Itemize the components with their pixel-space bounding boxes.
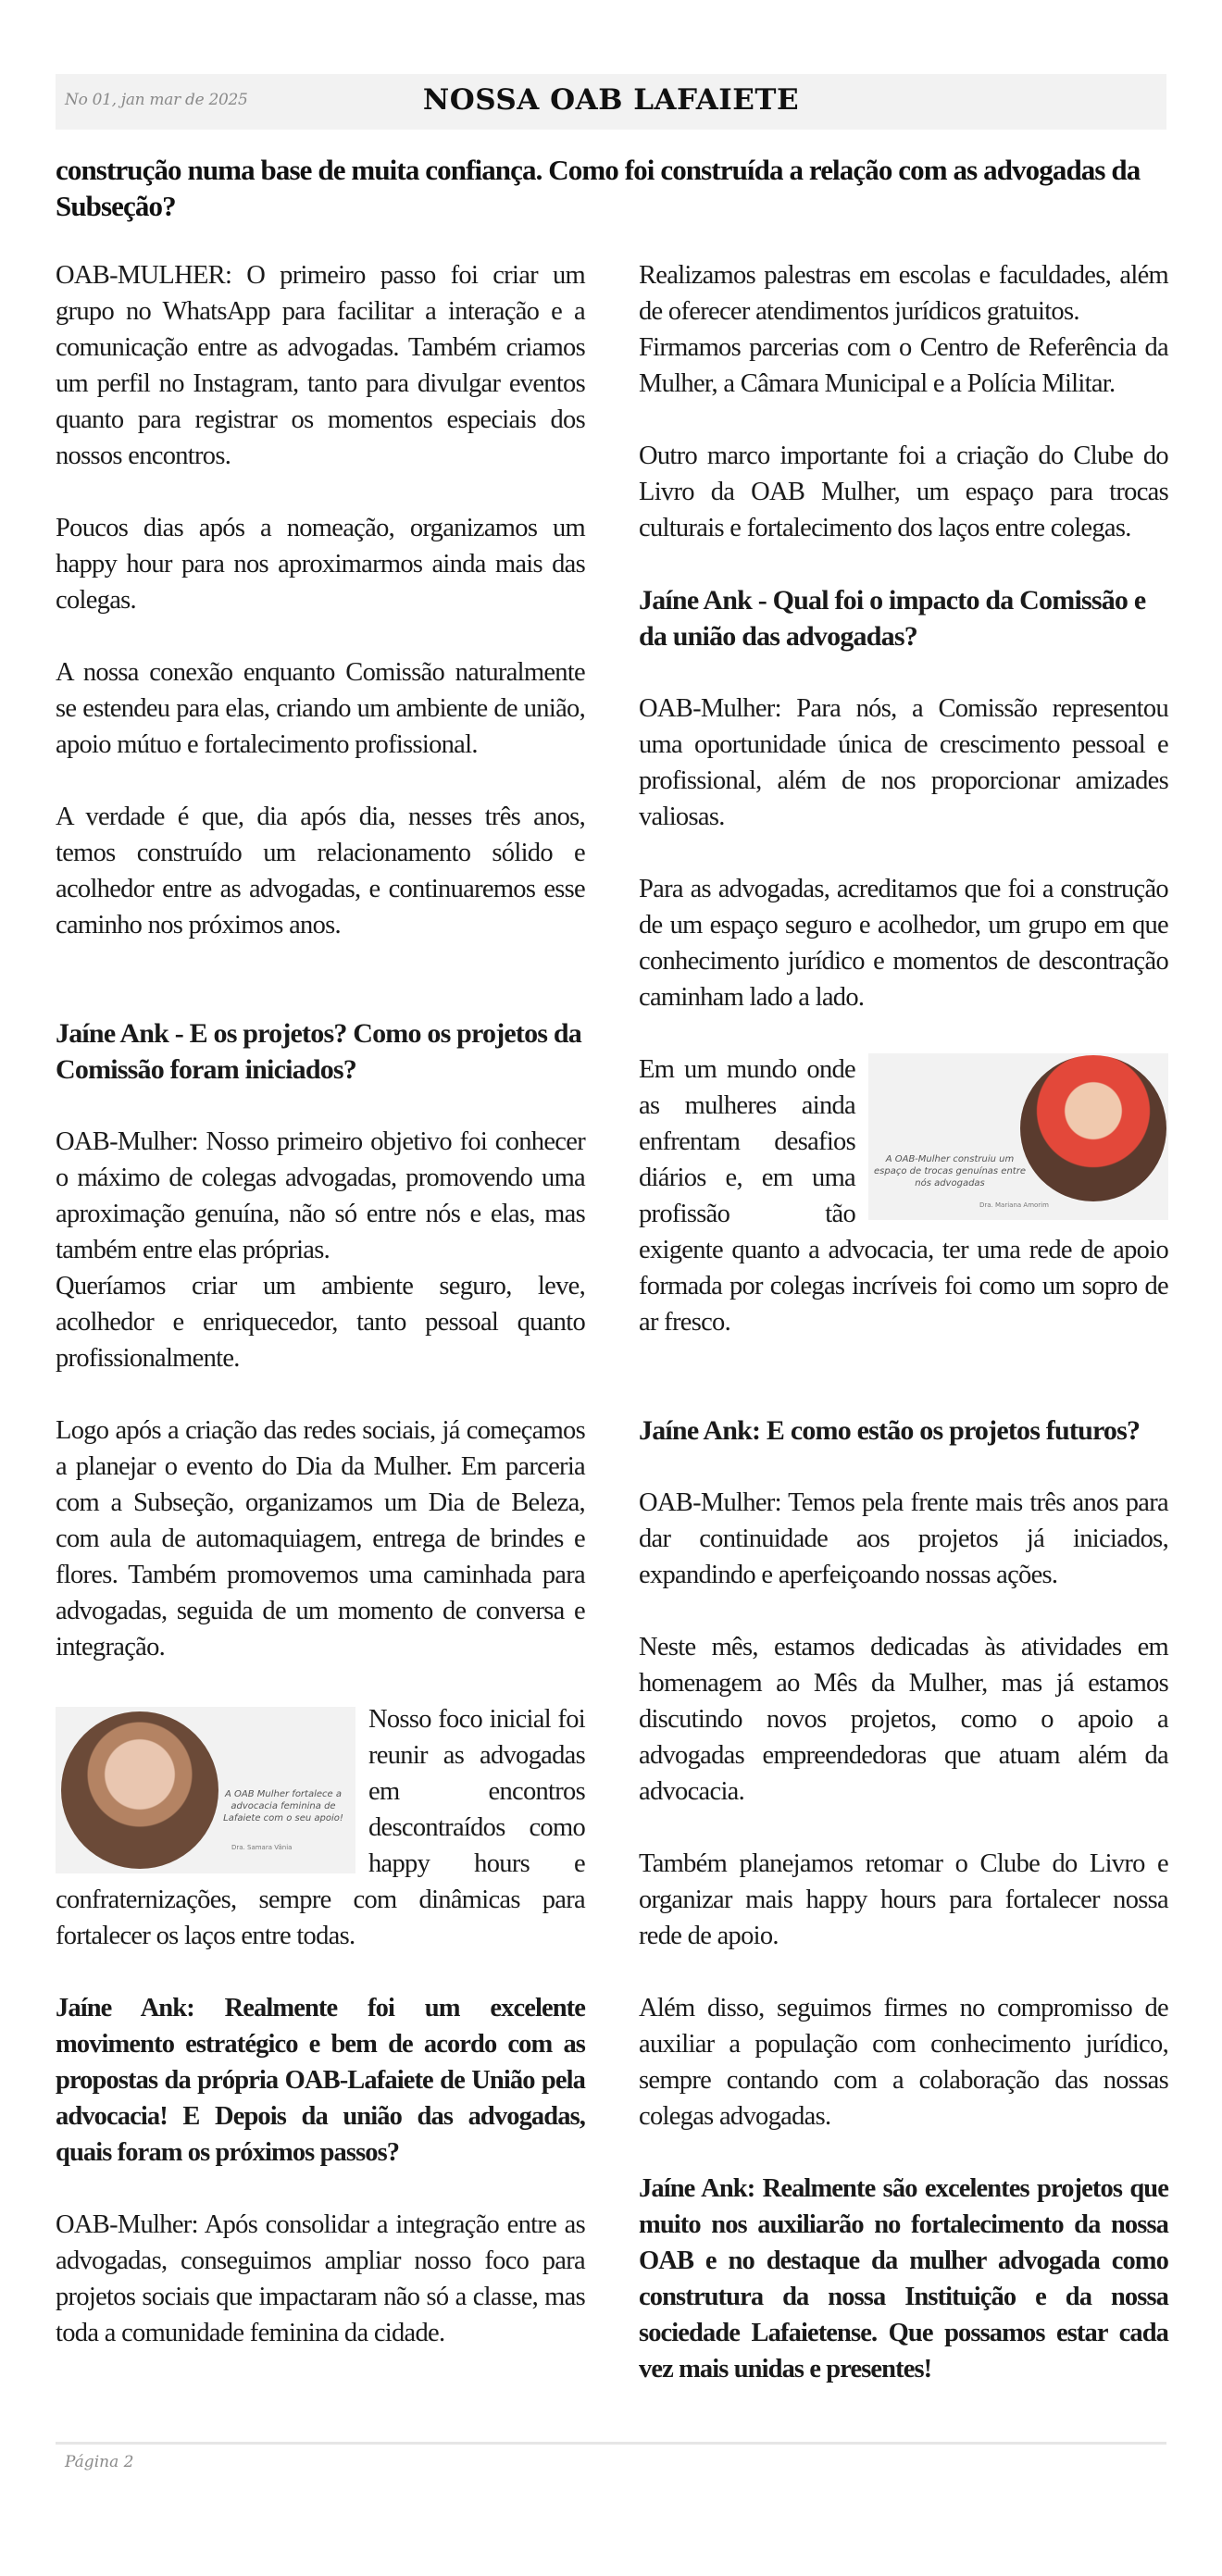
paragraph: Firmamos parcerias com o Centro de Referência da Mulher, a Câmara Municipal e a Polícia Militar. [639, 333, 1168, 398]
paragraph: OAB-Mulher: Após consolidar a integração entre as advogadas, conseguimos ampliar nosso foco para projetos sociais que impactaram não só a classe, mas toda a comunidade feminina da cidade. [56, 2210, 585, 2347]
photo-figure [56, 1707, 355, 1873]
paragraph: Nosso foco inicial foi reunir as advogadas em encontros descontraídos como happy hours e confraternizações, sempre com dinâmicas para fortalecer os laços entre todas. [56, 1705, 585, 1950]
section-heading: Jaíne Ank - Qual foi o impacto da Comissão e da união das advogadas? [639, 585, 1146, 652]
paragraph: Realizamos palestras em escolas e faculdades, além de oferecer atendimentos jurídicos gratuitos. [639, 261, 1168, 326]
paragraph: Neste mês, estamos dedicadas às atividades em homenagem ao Mês da Mulher, mas já estamos discutindo novos projetos, como o apoio a advogadas empreendedoras que atuam além da advocacia. [639, 1633, 1168, 1806]
figure-caption: A OAB-Mulher construiu um espaço de trocas genuínas entre nós advogadas [874, 1154, 1026, 1188]
paragraph: Também planejamos retomar o Clube do Livro e organizar mais happy hours para fortalecer nossa rede de apoio. [639, 1849, 1168, 1950]
paragraph: OAB-MULHER: O primeiro passo foi criar um grupo no WhatsApp para facilitar a interação e a comunicação entre as advogadas. Também criamos um perfil no Instagram, tanto para divulgar eventos quanto para registrar os momentos especiais dos nossos encontros. [56, 261, 585, 470]
paragraph: OAB-Mulher: Para nós, a Comissão representou uma oportunidade única de crescimento pessoal e profissional, além de nos proporcionar amizades valiosas. [639, 694, 1168, 831]
masthead-title: NOSSA OAB LAFAIETE [422, 83, 800, 117]
portrait-photo [61, 1711, 218, 1869]
issue-label: No 01, jan mar de 2025 [65, 91, 248, 109]
paragraph: A verdade é que, dia após dia, nesses três anos, temos construído um relacionamento sólido e acolhedor entre as advogadas, e continuaremos esse caminho nos próximos anos. [56, 803, 585, 940]
figure-block [639, 1052, 1168, 1340]
paragraph: A nossa conexão enquanto Comissão naturalmente se estendeu para elas, criando um ambiente de união, apoio mútuo e fortalecimento profissional. [56, 658, 585, 759]
paragraph: Logo após a criação das redes sociais, já começamos a planejar o evento do Dia da Mulher. Em parceria com a Subseção, organizamos um Dia de Beleza, com aula de automaquiagem, entrega de brindes e flores. Também promovemos uma caminhada para advogadas, seguida de um momento de conversa e integração. [56, 1416, 585, 1661]
section-heading: Jaíne Ank: E como estão os projetos futuros? [639, 1415, 1141, 1446]
paragraph: Além disso, seguimos firmes no compromisso de auxiliar a população com conhecimento jurídico, sempre contando com a colaboração das nossas colegas advogadas. [639, 1994, 1168, 2131]
figure-signature: Dra. Mariana Amorim [979, 1201, 1049, 1209]
right-column [639, 257, 1168, 2387]
header-bar [56, 74, 1166, 130]
paragraph: Em um mundo onde as mulheres ainda enfrentam desafios diários e, em uma profissão tão exigente quanto a advocacia, ter uma rede de apoio formada por colegas incríveis foi como um sopro de ar fresco. [639, 1055, 1168, 1337]
paragraph: Poucos dias após a nomeação, organizamos um happy hour para nos aproximarmos ainda mais das colegas. [56, 514, 585, 615]
figure-signature: Dra. Samara Vânia [231, 1844, 293, 1851]
figure-block [56, 1701, 585, 1954]
interview-question: Jaíne Ank: Realmente foi um excelente movimento estratégico e bem de acordo com as propostas da própria OAB-Lafaiete de União pela advocacia! E Depois da união das advogadas, quais foram os próximos passos? [56, 1994, 585, 2167]
paragraph: Para as advogadas, acreditamos que foi a construção de um espaço seguro e acolhedor, um grupo em que conhecimento jurídico e momentos de descontração caminham lado a lado. [639, 875, 1168, 1012]
photo-figure [868, 1053, 1168, 1220]
paragraph: OAB-Mulher: Nosso primeiro objetivo foi conhecer o máximo de colegas advogadas, promovendo uma aproximação genuína, não só entre nós e elas, mas também entre elas próprias. [56, 1127, 585, 1264]
page-number: Página 2 [65, 2453, 134, 2471]
lead-heading: construção numa base de muita confiança. Como foi construída a relação com as advogadas da Subseção? [56, 154, 1141, 222]
paragraph: Queríamos criar um ambiente seguro, leve, acolhedor e enriquecedor, tanto pessoal quanto profissionalmente. [56, 1272, 585, 1373]
section-heading: Jaíne Ank - E os projetos? Como os projetos da Comissão foram iniciados? [56, 1018, 581, 1085]
left-column [56, 257, 585, 2351]
figure-caption: A OAB Mulher fortalece a advocacia feminina de Lafaiete com o seu apoio! [223, 1789, 343, 1823]
interview-question: Jaíne Ank: Realmente são excelentes projetos que muito nos auxiliarão no fortalecimento da nossa OAB e no destaque da mulher advogada como construtura da nossa Instituição e da nossa sociedade Lafaietense. Que possamos estar cada vez mais unidas e presentes! [639, 2174, 1168, 2383]
paragraph: Outro marco importante foi a criação do Clube do Livro da OAB Mulher, um espaço para trocas culturais e fortalecimento dos laços entre colegas. [639, 442, 1168, 542]
portrait-photo [1020, 1055, 1166, 1201]
footer-divider [56, 2442, 1166, 2445]
paragraph: OAB-Mulher: Temos pela frente mais três anos para dar continuidade aos projetos já iniciados, expandindo e aperfeiçoando nossas ações. [639, 1488, 1168, 1589]
